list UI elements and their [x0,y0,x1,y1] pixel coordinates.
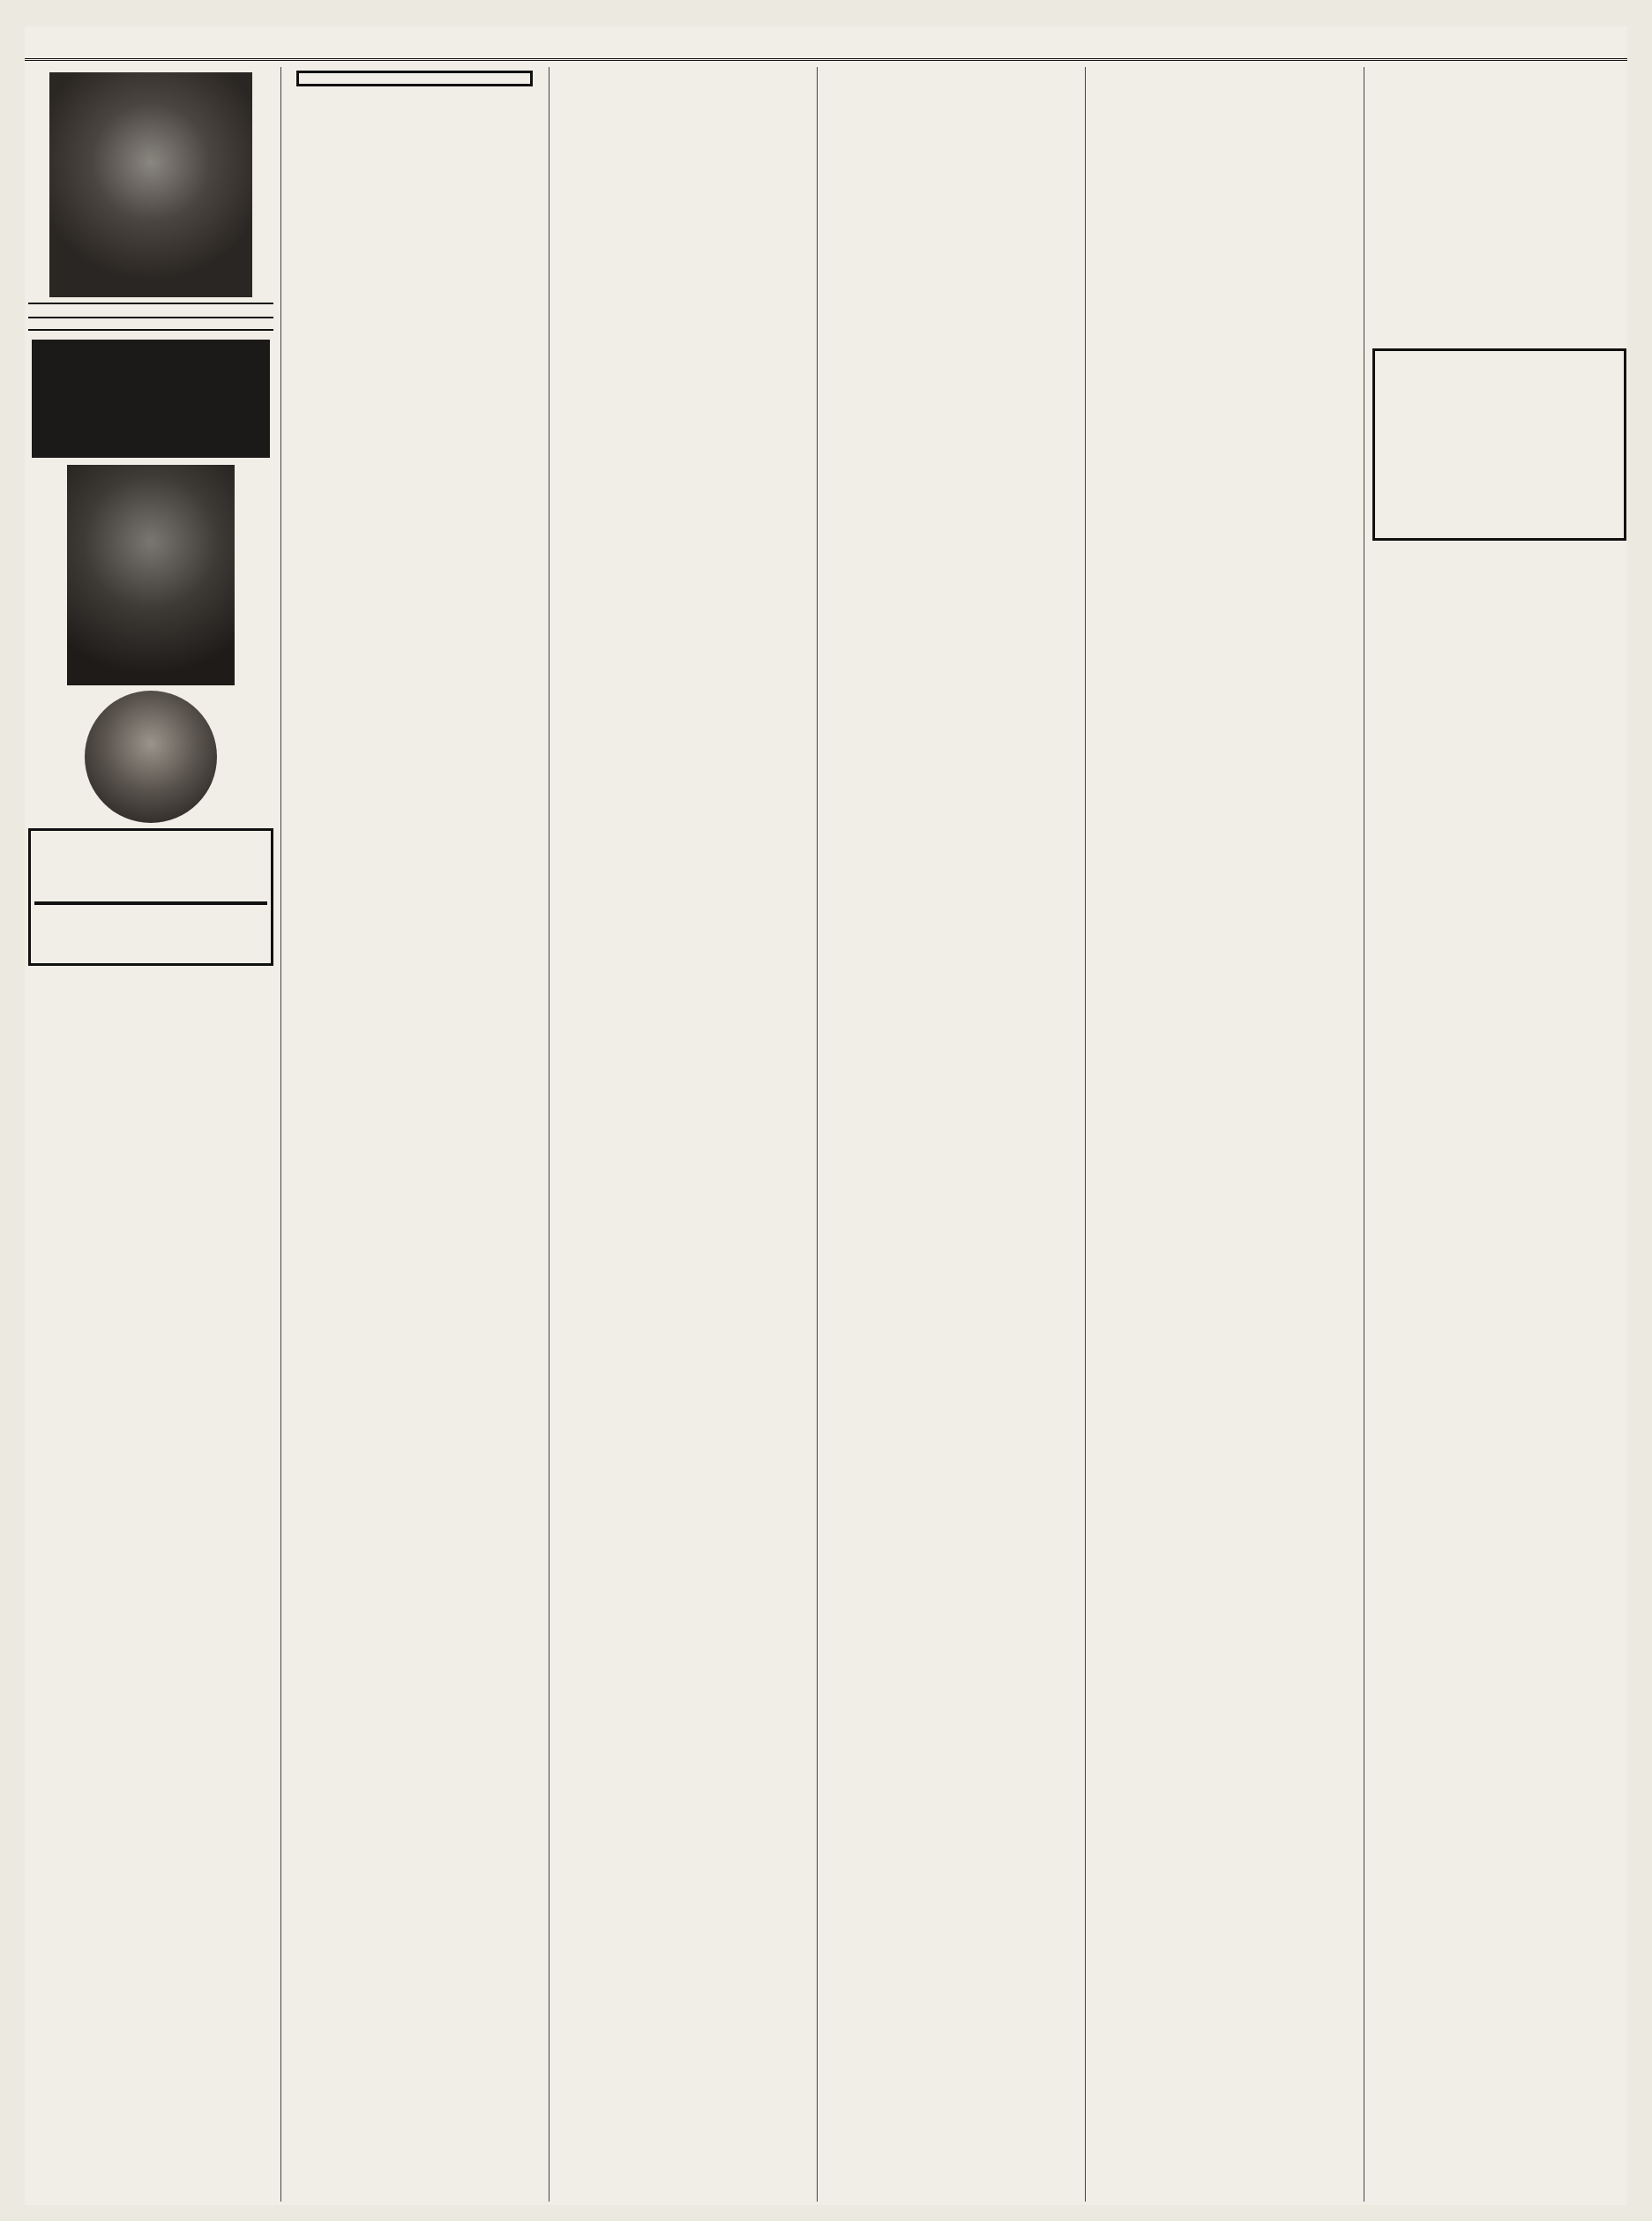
liston-photo [85,691,217,823]
winslow-syrup [28,317,273,331]
column-rule [280,67,281,2202]
column-rule [1085,67,1086,2202]
divider [28,303,273,304]
column-4 [824,67,1078,2202]
column-6-quote-block [1372,265,1624,268]
column-5 [1092,67,1357,2202]
scott-photo [49,72,252,297]
out-of-town-box [296,71,533,86]
herolin-ad [28,828,273,966]
column-3 [556,67,810,2202]
column-rule [817,67,818,2202]
masthead [25,26,1627,61]
column-6-top [1371,67,1622,340]
lindsey-photo [67,465,235,685]
column-1 [28,67,273,2202]
column-2 [288,67,542,2202]
manuel-undertaking-ad [1372,348,1626,541]
madison-shirts-ad [32,340,270,458]
